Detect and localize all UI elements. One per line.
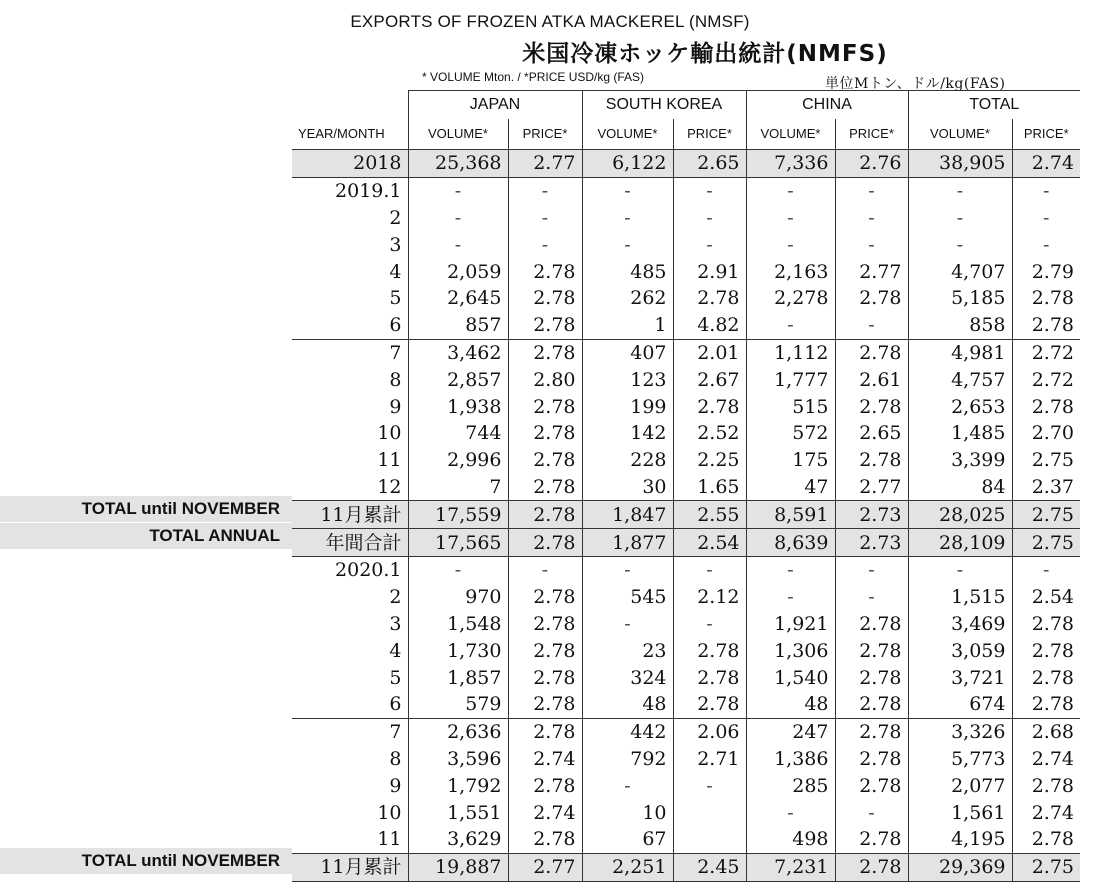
table-row xyxy=(292,637,1080,664)
price-cell: 2.78 xyxy=(508,772,582,799)
table-row xyxy=(292,501,1080,529)
row-label: 11月累計 xyxy=(292,501,408,529)
price-cell: - xyxy=(835,177,908,204)
table-row xyxy=(292,231,1080,258)
volume-cell: 442 xyxy=(582,718,673,745)
column-header-row xyxy=(292,119,1080,150)
volume-cell: 3,462 xyxy=(408,339,508,366)
price-cell: 2.78 xyxy=(508,501,582,529)
volume-cell: 515 xyxy=(746,393,835,420)
volume-header: VOLUME* xyxy=(746,119,835,150)
row-label: 2019.1 xyxy=(292,177,408,204)
volume-cell: 17,565 xyxy=(408,529,508,557)
price-cell: - xyxy=(673,205,746,232)
price-cell: 2.78 xyxy=(508,664,582,691)
price-cell: 2.91 xyxy=(673,258,746,285)
volume-cell: 1,857 xyxy=(408,664,508,691)
price-cell: 2.78 xyxy=(508,339,582,366)
table-row xyxy=(292,205,1080,232)
table-row xyxy=(292,339,1080,366)
price-cell: 2.76 xyxy=(835,150,908,178)
row-label: 8 xyxy=(389,368,402,391)
price-cell: 2.45 xyxy=(673,853,746,881)
table-row xyxy=(292,584,1080,611)
volume-cell: 2,077 xyxy=(908,772,1012,799)
row-label: 6 xyxy=(389,314,402,337)
price-cell: 2.72 xyxy=(1012,366,1080,393)
volume-cell: - xyxy=(746,584,835,611)
price-cell: 2.74 xyxy=(1012,150,1080,178)
volume-cell: 7,231 xyxy=(746,853,835,881)
volume-header: VOLUME* xyxy=(582,119,673,150)
price-cell: 2.78 xyxy=(508,285,582,312)
volume-cell: 1,548 xyxy=(408,611,508,638)
price-cell: - xyxy=(508,231,582,258)
row-label: 10 xyxy=(377,422,402,445)
price-cell: 2.78 xyxy=(835,637,908,664)
volume-cell: - xyxy=(408,177,508,204)
volume-cell: 1,561 xyxy=(908,799,1012,826)
price-header: PRICE* xyxy=(1012,119,1080,150)
volume-cell: 324 xyxy=(582,664,673,691)
volume-cell: 3,326 xyxy=(908,718,1012,745)
price-cell: 2.78 xyxy=(508,393,582,420)
volume-cell: 28,025 xyxy=(908,501,1012,529)
row-label: 4 xyxy=(389,260,402,283)
table-row xyxy=(292,799,1080,826)
price-cell: 2.78 xyxy=(1012,637,1080,664)
volume-cell: 5,185 xyxy=(908,285,1012,312)
price-cell: 2.01 xyxy=(673,339,746,366)
export-statistics-table xyxy=(292,90,1080,882)
volume-cell: 19,887 xyxy=(408,853,508,881)
volume-cell: - xyxy=(908,205,1012,232)
price-cell: 2.78 xyxy=(835,339,908,366)
price-cell: 2.68 xyxy=(1012,718,1080,745)
table-row xyxy=(292,826,1080,853)
price-cell: 2.25 xyxy=(673,447,746,474)
price-cell: 2.37 xyxy=(1012,474,1080,501)
year-month-header: YEAR/MONTH xyxy=(298,126,385,141)
price-cell: 2.70 xyxy=(1012,420,1080,447)
volume-cell: 1,306 xyxy=(746,637,835,664)
price-cell: - xyxy=(1012,556,1080,583)
price-cell: - xyxy=(1012,231,1080,258)
volume-cell: 2,059 xyxy=(408,258,508,285)
volume-cell: - xyxy=(408,556,508,583)
volume-cell: 5,773 xyxy=(908,746,1012,773)
volume-cell: 23 xyxy=(582,637,673,664)
table-row xyxy=(292,258,1080,285)
price-cell: 2.78 xyxy=(1012,664,1080,691)
volume-cell: 247 xyxy=(746,718,835,745)
price-cell: - xyxy=(1012,177,1080,204)
volume-cell: 1,792 xyxy=(408,772,508,799)
side-label-total-until-november-2019: TOTAL until NOVEMBER xyxy=(0,496,292,522)
price-cell: - xyxy=(673,611,746,638)
price-cell: 2.78 xyxy=(508,691,582,718)
price-cell: 2.75 xyxy=(1012,853,1080,881)
price-cell: - xyxy=(1012,205,1080,232)
price-cell: - xyxy=(835,584,908,611)
row-label: 8 xyxy=(389,747,402,770)
price-cell: 2.12 xyxy=(673,584,746,611)
row-label: 3 xyxy=(389,612,402,635)
volume-cell: - xyxy=(582,205,673,232)
volume-cell: 4,757 xyxy=(908,366,1012,393)
price-cell: 2.78 xyxy=(835,691,908,718)
price-cell: 2.78 xyxy=(673,637,746,664)
volume-cell: 1,847 xyxy=(582,501,673,529)
volume-cell: 1,540 xyxy=(746,664,835,691)
volume-cell: 970 xyxy=(408,584,508,611)
price-cell: 2.75 xyxy=(1012,529,1080,557)
price-cell: 2.78 xyxy=(835,611,908,638)
price-cell: 2.78 xyxy=(673,664,746,691)
volume-cell: 2,857 xyxy=(408,366,508,393)
volume-cell: 1,730 xyxy=(408,637,508,664)
volume-cell: 4,195 xyxy=(908,826,1012,853)
price-cell: 4.82 xyxy=(673,312,746,339)
volume-cell: 545 xyxy=(582,584,673,611)
volume-cell: 857 xyxy=(408,312,508,339)
volume-cell: 1,386 xyxy=(746,746,835,773)
table-row xyxy=(292,556,1080,583)
volume-cell: 7,336 xyxy=(746,150,835,178)
row-label: 9 xyxy=(389,774,402,797)
price-cell: 2.78 xyxy=(835,718,908,745)
table-row xyxy=(292,772,1080,799)
price-cell: 2.52 xyxy=(673,420,746,447)
table-row xyxy=(292,420,1080,447)
table-row xyxy=(292,746,1080,773)
price-cell: 2.78 xyxy=(835,393,908,420)
price-cell: 2.78 xyxy=(835,746,908,773)
country-header-south-korea: SOUTH KOREA xyxy=(582,91,746,120)
table-row xyxy=(292,474,1080,501)
volume-cell: 4,981 xyxy=(908,339,1012,366)
volume-cell: 1,551 xyxy=(408,799,508,826)
volume-cell: 30 xyxy=(582,474,673,501)
volume-cell: 3,721 xyxy=(908,664,1012,691)
row-label: 5 xyxy=(389,287,402,310)
volume-cell: 1,485 xyxy=(908,420,1012,447)
table-row xyxy=(292,664,1080,691)
price-cell: 2.74 xyxy=(1012,746,1080,773)
country-header-row xyxy=(292,91,1080,120)
price-cell: 2.78 xyxy=(673,285,746,312)
row-label: 10 xyxy=(377,801,402,824)
volume-cell: 7 xyxy=(408,474,508,501)
volume-cell: - xyxy=(582,556,673,583)
price-cell: 2.78 xyxy=(508,420,582,447)
price-cell: 2.78 xyxy=(1012,312,1080,339)
volume-cell: 1,921 xyxy=(746,611,835,638)
volume-cell: 8,591 xyxy=(746,501,835,529)
unit-note-english: * VOLUME Mton. / *PRICE USD/kg (FAS) xyxy=(422,70,645,84)
price-cell: 2.61 xyxy=(835,366,908,393)
price-cell: 2.78 xyxy=(508,611,582,638)
price-cell: - xyxy=(835,312,908,339)
volume-cell: 2,653 xyxy=(908,393,1012,420)
table-row xyxy=(292,393,1080,420)
unit-note-japanese: 単位Mトン、ドル/kg(FAS) xyxy=(825,76,1006,92)
volume-cell: 123 xyxy=(582,366,673,393)
volume-cell: 792 xyxy=(582,746,673,773)
price-cell: 2.65 xyxy=(835,420,908,447)
volume-header: VOLUME* xyxy=(908,119,1012,150)
volume-cell: 47 xyxy=(746,474,835,501)
volume-cell: 858 xyxy=(908,312,1012,339)
table-row xyxy=(292,691,1080,718)
table-row xyxy=(292,853,1080,881)
price-header: PRICE* xyxy=(508,119,582,150)
volume-cell: 407 xyxy=(582,339,673,366)
volume-cell: - xyxy=(408,231,508,258)
volume-cell: 4,707 xyxy=(908,258,1012,285)
row-label: 12 xyxy=(377,475,402,498)
volume-cell: 29,369 xyxy=(908,853,1012,881)
volume-cell: 2,278 xyxy=(746,285,835,312)
price-cell: 2.77 xyxy=(508,150,582,178)
price-cell: 2.75 xyxy=(1012,447,1080,474)
volume-cell: 485 xyxy=(582,258,673,285)
title-english: EXPORTS OF FROZEN ATKA MACKEREL (NMSF) xyxy=(350,12,750,31)
price-header: PRICE* xyxy=(835,119,908,150)
volume-cell: 3,629 xyxy=(408,826,508,853)
country-header-japan: JAPAN xyxy=(408,91,582,120)
price-cell: 2.78 xyxy=(1012,393,1080,420)
price-cell: 2.78 xyxy=(835,826,908,853)
table-row xyxy=(292,529,1080,557)
volume-cell: - xyxy=(746,177,835,204)
price-cell: 2.78 xyxy=(508,474,582,501)
price-cell: - xyxy=(835,799,908,826)
price-cell: 2.78 xyxy=(835,285,908,312)
row-label: 7 xyxy=(292,718,408,745)
row-label: 9 xyxy=(389,395,402,418)
price-cell: 1.65 xyxy=(673,474,746,501)
price-cell: 2.54 xyxy=(1012,584,1080,611)
price-cell: 2.67 xyxy=(673,366,746,393)
price-cell xyxy=(673,826,746,853)
row-label: 11 xyxy=(377,828,402,851)
price-cell: - xyxy=(835,556,908,583)
volume-cell: 579 xyxy=(408,691,508,718)
price-cell: 2.77 xyxy=(835,474,908,501)
volume-cell: 38,905 xyxy=(908,150,1012,178)
price-cell: 2.73 xyxy=(835,529,908,557)
table-row xyxy=(292,611,1080,638)
volume-cell: 3,596 xyxy=(408,746,508,773)
row-label: 2020.1 xyxy=(292,556,408,583)
volume-cell: - xyxy=(582,611,673,638)
volume-cell: 175 xyxy=(746,447,835,474)
row-label: 3 xyxy=(389,233,402,256)
price-cell: 2.78 xyxy=(508,447,582,474)
price-cell: 2.80 xyxy=(508,366,582,393)
price-cell: - xyxy=(508,556,582,583)
table-row xyxy=(292,177,1080,204)
price-header: PRICE* xyxy=(673,119,746,150)
price-cell: 2.78 xyxy=(508,584,582,611)
row-label: 2018 xyxy=(292,150,408,178)
price-cell: 2.78 xyxy=(1012,826,1080,853)
table-row xyxy=(292,366,1080,393)
price-cell: 2.65 xyxy=(673,150,746,178)
volume-cell: 1,112 xyxy=(746,339,835,366)
row-label: 7 xyxy=(292,339,408,366)
volume-cell: 48 xyxy=(746,691,835,718)
volume-cell: 1 xyxy=(582,312,673,339)
row-label: 11月累計 xyxy=(292,853,408,881)
volume-cell: 262 xyxy=(582,285,673,312)
volume-cell: - xyxy=(908,177,1012,204)
price-cell: 2.78 xyxy=(508,637,582,664)
table-row xyxy=(292,447,1080,474)
volume-cell: 6,122 xyxy=(582,150,673,178)
volume-cell: - xyxy=(908,556,1012,583)
price-cell: 2.74 xyxy=(1012,799,1080,826)
price-cell: 2.54 xyxy=(673,529,746,557)
volume-cell: 3,059 xyxy=(908,637,1012,664)
price-cell: 2.78 xyxy=(508,826,582,853)
price-cell: - xyxy=(835,231,908,258)
volume-cell: 1,938 xyxy=(408,393,508,420)
price-cell: - xyxy=(673,231,746,258)
volume-cell: 25,368 xyxy=(408,150,508,178)
volume-cell: 674 xyxy=(908,691,1012,718)
price-cell: 2.78 xyxy=(835,772,908,799)
price-cell: 2.79 xyxy=(1012,258,1080,285)
table-row xyxy=(292,718,1080,745)
price-cell: 2.78 xyxy=(508,718,582,745)
price-cell: 2.71 xyxy=(673,746,746,773)
price-cell: - xyxy=(508,177,582,204)
volume-cell: 2,645 xyxy=(408,285,508,312)
price-cell: 2.78 xyxy=(508,312,582,339)
volume-cell: 2,163 xyxy=(746,258,835,285)
volume-cell: - xyxy=(408,205,508,232)
price-cell: 2.73 xyxy=(835,501,908,529)
volume-cell: 28,109 xyxy=(908,529,1012,557)
volume-cell: 2,636 xyxy=(408,718,508,745)
price-cell: 2.74 xyxy=(508,746,582,773)
volume-cell: - xyxy=(746,312,835,339)
price-cell: 2.78 xyxy=(508,529,582,557)
volume-cell: 84 xyxy=(908,474,1012,501)
volume-cell: 8,639 xyxy=(746,529,835,557)
price-cell: - xyxy=(835,205,908,232)
price-cell: - xyxy=(673,556,746,583)
volume-cell: 142 xyxy=(582,420,673,447)
volume-cell: - xyxy=(746,799,835,826)
price-cell: 2.77 xyxy=(835,258,908,285)
country-header-total: TOTAL xyxy=(908,91,1080,120)
volume-cell: - xyxy=(746,556,835,583)
volume-cell: 2,251 xyxy=(582,853,673,881)
price-cell: 2.78 xyxy=(1012,285,1080,312)
table-row xyxy=(292,312,1080,339)
price-cell: 2.78 xyxy=(673,393,746,420)
volume-cell: 285 xyxy=(746,772,835,799)
volume-cell: - xyxy=(746,231,835,258)
row-label: 5 xyxy=(389,666,402,689)
row-label: 4 xyxy=(389,639,402,662)
row-label: 6 xyxy=(389,693,402,716)
volume-cell: - xyxy=(746,205,835,232)
price-cell: 2.55 xyxy=(673,501,746,529)
volume-cell: - xyxy=(582,231,673,258)
volume-cell: 199 xyxy=(582,393,673,420)
volume-cell: 10 xyxy=(582,799,673,826)
price-cell: 2.78 xyxy=(1012,611,1080,638)
volume-cell: 67 xyxy=(582,826,673,853)
volume-cell: 2,996 xyxy=(408,447,508,474)
price-cell: 2.78 xyxy=(673,691,746,718)
side-label-total-annual-2019: TOTAL ANNUAL xyxy=(0,523,292,549)
price-cell: 2.75 xyxy=(1012,501,1080,529)
volume-header: VOLUME* xyxy=(408,119,508,150)
price-cell: 2.77 xyxy=(508,853,582,881)
volume-cell: 48 xyxy=(582,691,673,718)
volume-cell: 572 xyxy=(746,420,835,447)
row-label: 11 xyxy=(377,449,402,472)
volume-cell: 1,515 xyxy=(908,584,1012,611)
row-label: 年間合計 xyxy=(292,529,408,557)
volume-cell: 3,399 xyxy=(908,447,1012,474)
price-cell: - xyxy=(673,177,746,204)
volume-cell: 1,777 xyxy=(746,366,835,393)
price-cell: 2.78 xyxy=(835,664,908,691)
price-cell: - xyxy=(508,205,582,232)
price-cell xyxy=(673,799,746,826)
price-cell: 2.78 xyxy=(1012,691,1080,718)
price-cell: 2.78 xyxy=(1012,772,1080,799)
volume-cell: 17,559 xyxy=(408,501,508,529)
volume-cell: 744 xyxy=(408,420,508,447)
price-cell: 2.74 xyxy=(508,799,582,826)
price-cell: 2.78 xyxy=(835,447,908,474)
row-label: 2 xyxy=(389,206,402,229)
price-cell: 2.06 xyxy=(673,718,746,745)
price-cell: 2.72 xyxy=(1012,339,1080,366)
volume-cell: - xyxy=(582,772,673,799)
price-cell: - xyxy=(673,772,746,799)
volume-cell: - xyxy=(908,231,1012,258)
country-header-china: CHINA xyxy=(746,91,908,120)
side-label-total-until-november-2020: TOTAL until NOVEMBER xyxy=(0,848,292,874)
volume-cell: 3,469 xyxy=(908,611,1012,638)
price-cell: 2.78 xyxy=(835,853,908,881)
volume-cell: 228 xyxy=(582,447,673,474)
table-row xyxy=(292,285,1080,312)
header-blank xyxy=(292,91,408,120)
volume-cell: - xyxy=(582,177,673,204)
table-row xyxy=(292,150,1080,178)
volume-cell: 498 xyxy=(746,826,835,853)
title-japanese: 米国冷凍ホッケ輸出統計(NMFS) xyxy=(522,41,888,67)
price-cell: 2.78 xyxy=(508,258,582,285)
volume-cell: 1,877 xyxy=(582,529,673,557)
row-label: 2 xyxy=(389,586,402,609)
